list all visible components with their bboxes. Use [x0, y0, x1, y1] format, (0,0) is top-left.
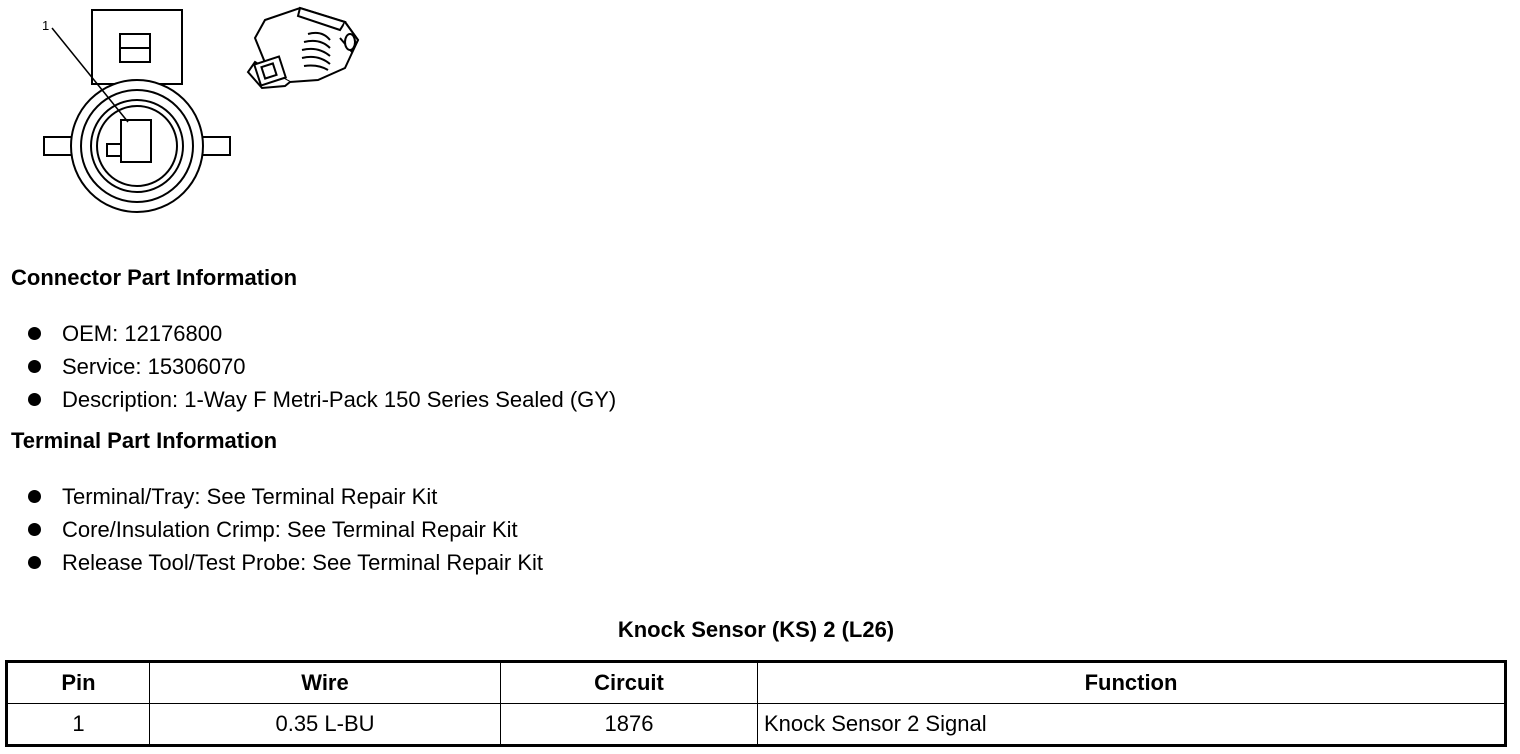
list-item-text: Release Tool/Test Probe: See Terminal Repair Kit — [62, 549, 543, 575]
pin-table-title: Knock Sensor (KS) 2 (L26) — [617, 617, 895, 642]
list-item-text: Description: 1-Way F Metri-Pack 150 Series Sealed (GY) — [62, 386, 617, 412]
bullet-icon — [28, 393, 41, 406]
list-item — [28, 383, 616, 416]
list-item — [28, 546, 543, 579]
cell-circuit: 1876 — [501, 704, 758, 746]
list-item — [28, 480, 543, 513]
bullet-icon — [28, 523, 41, 536]
column-header-pin: Pin — [7, 662, 150, 704]
pin-table — [5, 660, 1507, 747]
bullet-icon — [28, 327, 41, 340]
column-header-wire: Wire — [150, 662, 501, 704]
connector-diagram — [0, 0, 380, 230]
connector-face-view — [44, 10, 230, 212]
connector-part-info-heading: Connector Part Information — [11, 265, 298, 290]
bullet-icon — [28, 360, 41, 373]
list-item-text: Core/Insulation Crimp: See Terminal Repair Kit — [62, 516, 518, 542]
connector-part-info-list — [28, 317, 616, 416]
bullet-icon — [28, 556, 41, 569]
table-row — [7, 704, 1506, 746]
table-header-row — [7, 662, 1506, 704]
list-item — [28, 350, 616, 383]
list-item — [28, 317, 616, 350]
cell-function: Knock Sensor 2 Signal — [758, 704, 1506, 746]
list-item-text: Terminal/Tray: See Terminal Repair Kit — [62, 483, 438, 509]
terminal-part-info-list — [28, 480, 543, 579]
list-item — [28, 513, 543, 546]
list-item-text: Service: 15306070 — [62, 353, 246, 379]
bullet-icon — [28, 490, 41, 503]
terminal-part-info-heading: Terminal Part Information — [11, 428, 278, 453]
cell-wire: 0.35 L-BU — [150, 704, 501, 746]
column-header-circuit: Circuit — [501, 662, 758, 704]
connector-3d-view — [248, 8, 358, 88]
list-item-text: OEM: 12176800 — [62, 320, 223, 346]
column-header-function: Function — [758, 662, 1506, 704]
pin-callout-number: 1 — [42, 18, 50, 33]
cell-pin: 1 — [7, 704, 150, 746]
